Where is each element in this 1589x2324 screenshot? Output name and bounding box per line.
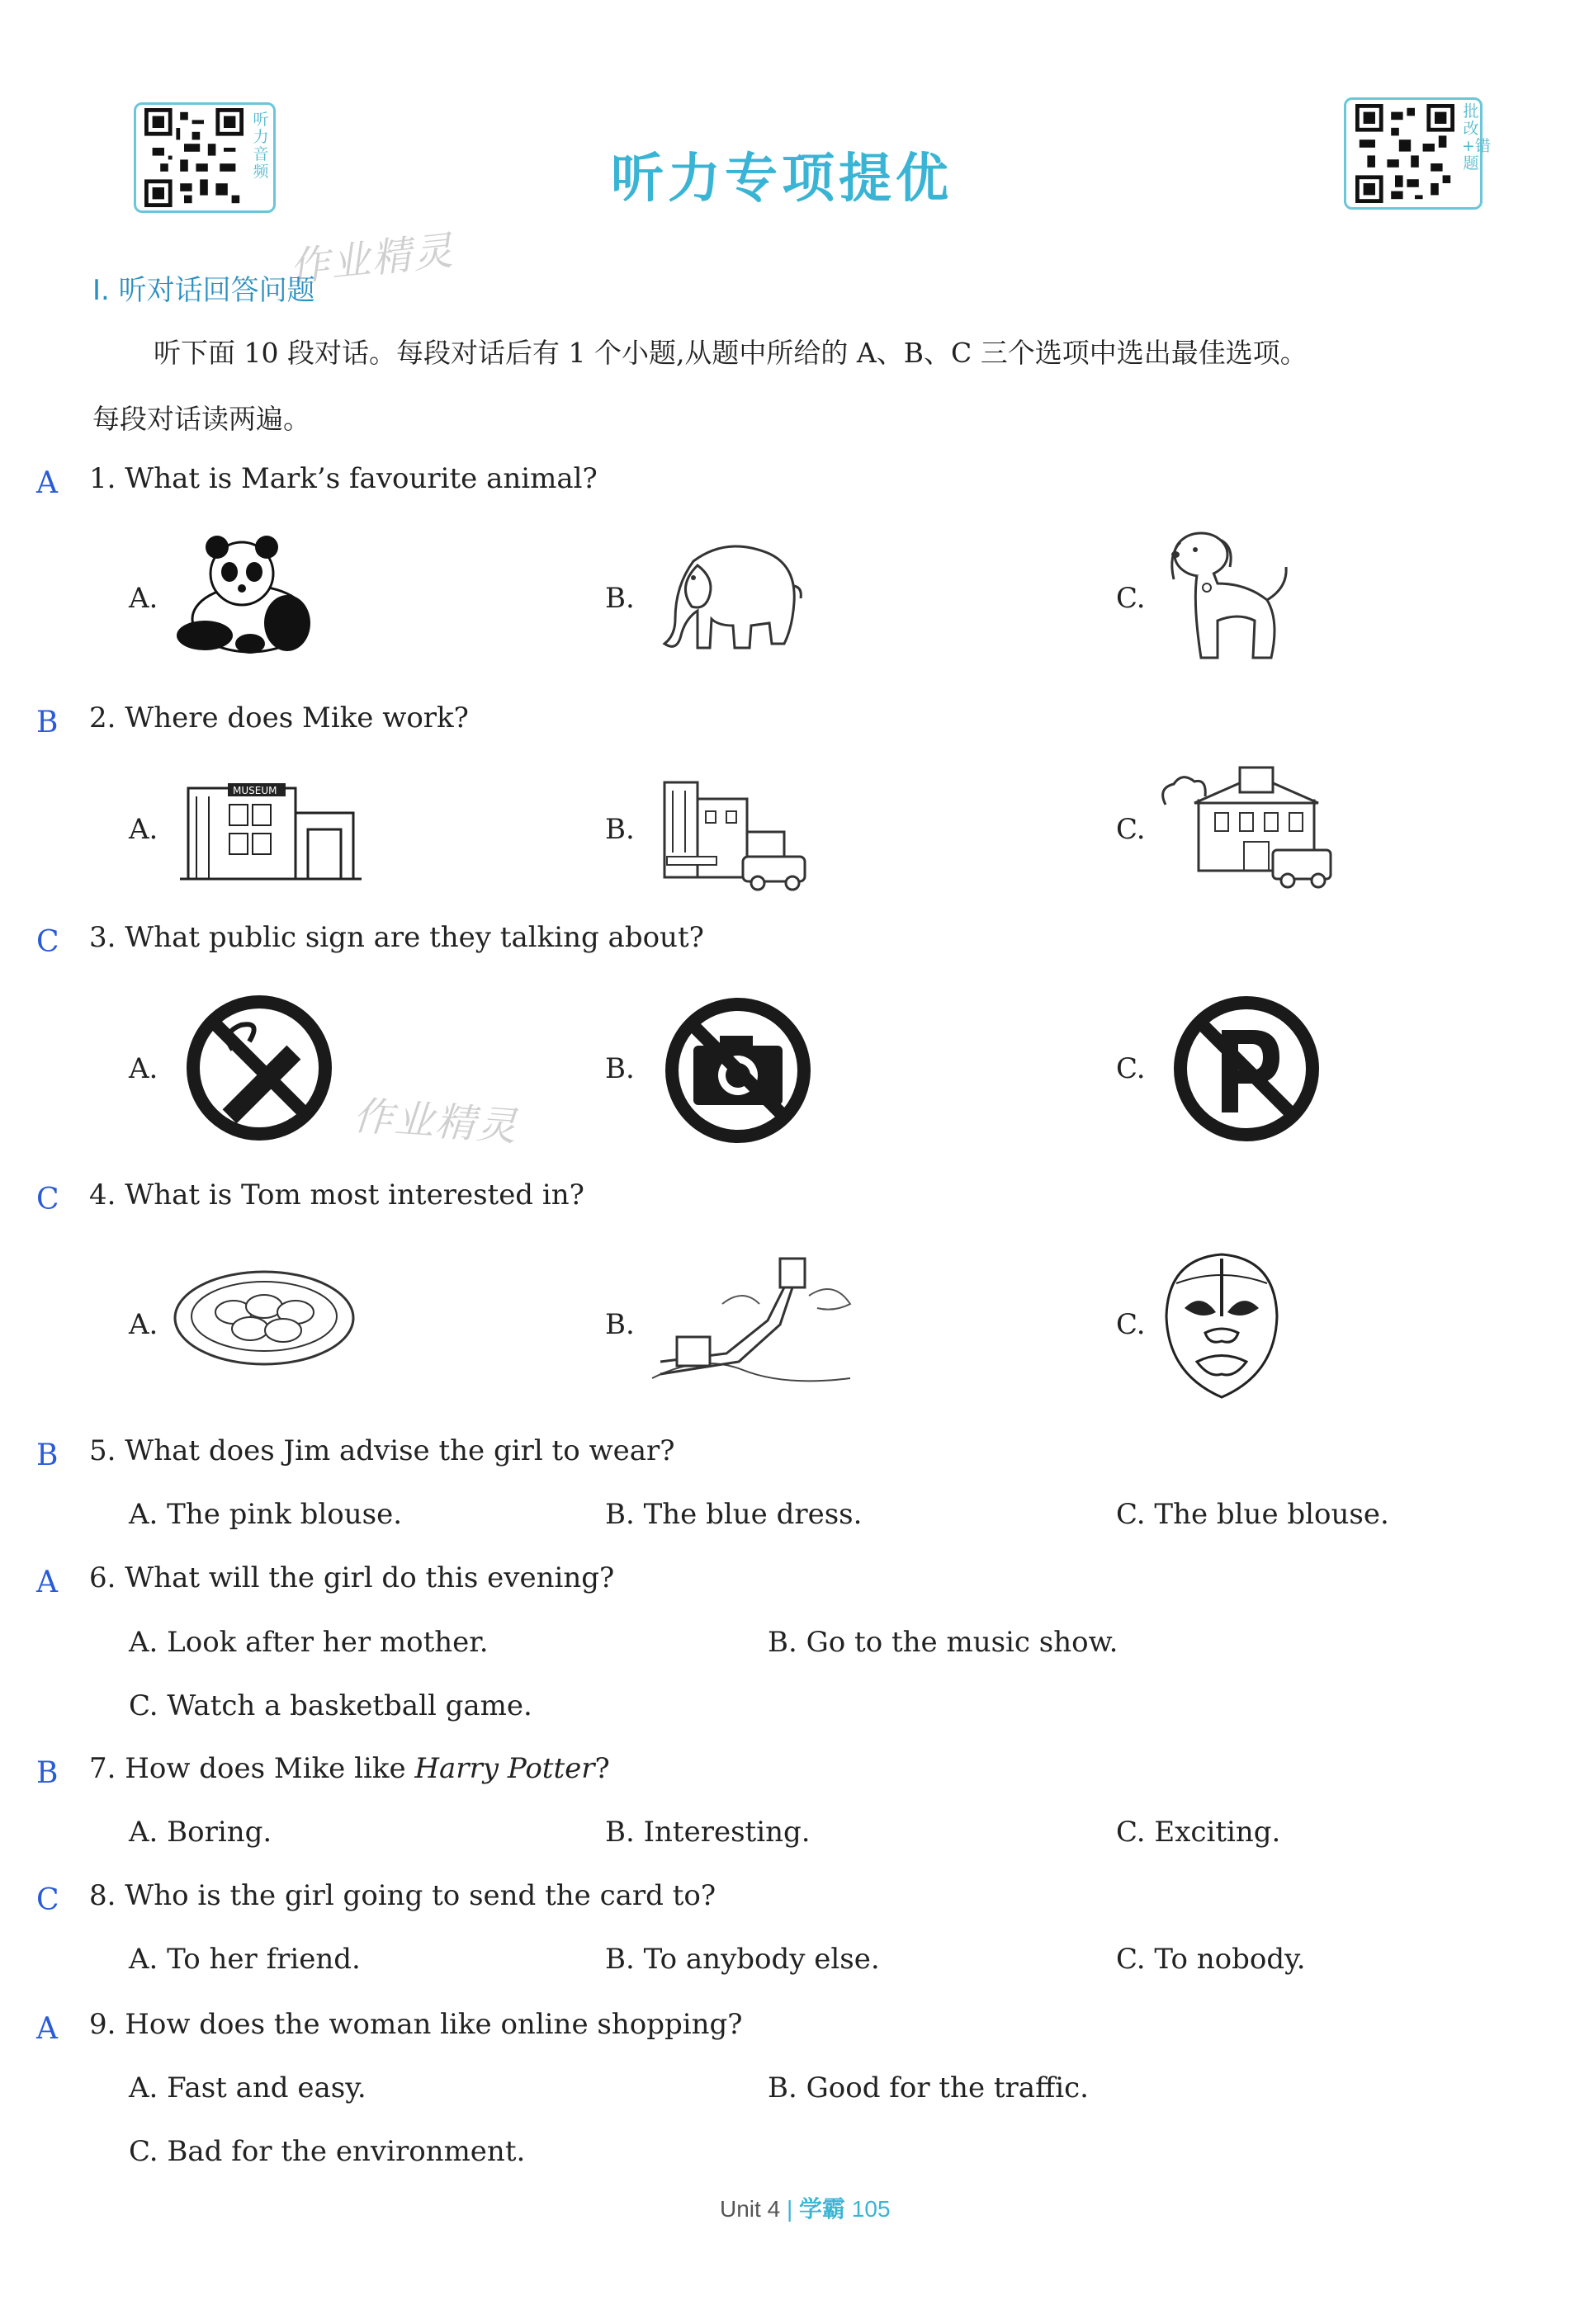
option-b: B. To anybody else. xyxy=(605,1943,880,1976)
answer-mark: C xyxy=(36,1883,59,1917)
footer-separator: | xyxy=(786,2196,793,2222)
no-photos-sign xyxy=(662,994,815,1147)
question-text: 3. What public sign are they talking about? xyxy=(89,921,704,954)
option-label: B. xyxy=(605,1052,635,1085)
option-c: C. Bad for the environment. xyxy=(129,2135,526,2168)
option-label: B. xyxy=(605,582,635,615)
elephant-picture xyxy=(652,528,805,660)
great-wall-picture xyxy=(644,1254,858,1395)
option-c: C. To nobody. xyxy=(1116,1943,1306,1976)
question-text: 6. What will the girl do this evening? xyxy=(89,1561,615,1594)
question-text-prefix: 7. How does Mike like xyxy=(89,1752,415,1785)
opera-mask-picture xyxy=(1160,1250,1284,1403)
question-text xyxy=(89,1752,610,1785)
qr-tag-audio: 听力音频 xyxy=(253,111,269,181)
school-picture xyxy=(1157,763,1335,891)
footer-brand: 学霸 xyxy=(799,2196,846,2222)
option-label: B. xyxy=(605,813,635,846)
dumplings-picture xyxy=(172,1267,357,1370)
option-b: B. Interesting. xyxy=(605,1816,811,1849)
qr-code-icon xyxy=(1355,104,1455,203)
option-a: A. The pink blouse. xyxy=(129,1498,403,1531)
page-footer xyxy=(720,2191,891,2224)
svg-text:MUSEUM: MUSEUM xyxy=(233,785,277,796)
page-title: 听力专项提优 xyxy=(611,149,953,210)
hospital-picture xyxy=(660,774,813,894)
option-a: A. To her friend. xyxy=(129,1943,361,1976)
question-text: 5. What does Jim advise the girl to wear? xyxy=(89,1434,675,1467)
option-c: C. The blue blouse. xyxy=(1116,1498,1389,1531)
footer-unit: Unit 4 xyxy=(720,2196,781,2222)
watermark-middle: 作业精灵 xyxy=(351,1093,520,1150)
answer-mark: A xyxy=(36,1566,58,1599)
dog-picture xyxy=(1156,522,1300,670)
instruction-line-2: 每段对话读两遍。 xyxy=(92,403,310,435)
section-title: Ⅰ. 听对话回答问题 xyxy=(92,274,315,307)
option-a: A. Look after her mother. xyxy=(129,1626,489,1659)
question-text: 1. What is Mark’s favourite animal? xyxy=(89,462,598,495)
option-label: B. xyxy=(605,1308,635,1341)
question-text: 2. Where does Mike work? xyxy=(89,701,469,735)
option-label: C. xyxy=(1116,813,1146,846)
no-parking-sign xyxy=(1170,993,1323,1145)
panda-picture xyxy=(172,532,316,654)
option-c: C. Watch a basketball game. xyxy=(129,1689,532,1722)
qr-code-icon xyxy=(143,108,245,207)
watermark-top: 作业精灵 xyxy=(287,227,456,291)
option-b: B. Good for the traffic. xyxy=(768,2071,1089,2104)
answer-mark: B xyxy=(36,1756,59,1790)
question-text: 9. How does the woman like online shopping? xyxy=(89,2008,743,2041)
book-title: Harry Potter xyxy=(414,1752,595,1785)
no-smoking-sign xyxy=(183,992,336,1145)
answer-mark: A xyxy=(36,466,58,500)
qr-code-audio[interactable] xyxy=(134,102,276,213)
option-label: C. xyxy=(1116,582,1146,615)
qr-tag-correction: 批改+错题 xyxy=(1462,102,1491,172)
answer-mark: C xyxy=(36,1183,59,1216)
option-label: C. xyxy=(1116,1308,1146,1341)
answer-mark: B xyxy=(36,706,59,739)
instruction-line-1: 听下面 10 段对话。每段对话后有 1 个小题,从题中所给的 A、B、C 三个选项中选出最佳选项。 xyxy=(154,337,1308,369)
option-c: C. Exciting. xyxy=(1116,1816,1281,1849)
option-b: B. Go to the music show. xyxy=(768,1626,1118,1659)
option-a: A. Boring. xyxy=(129,1816,272,1849)
page-number: 105 xyxy=(851,2196,891,2222)
option-label: A. xyxy=(129,1052,158,1085)
option-a: A. Fast and easy. xyxy=(129,2071,367,2104)
option-label: A. xyxy=(129,813,158,846)
question-text-suffix: ? xyxy=(594,1752,610,1785)
museum-picture xyxy=(180,780,362,883)
answer-mark: B xyxy=(36,1438,59,1472)
option-label: A. xyxy=(129,1308,158,1341)
answer-mark: A xyxy=(36,2012,58,2046)
question-text: 4. What is Tom most interested in? xyxy=(89,1179,584,1212)
answer-mark: C xyxy=(36,925,59,959)
option-label: A. xyxy=(129,582,158,615)
qr-code-correction[interactable] xyxy=(1344,97,1491,210)
question-text: 8. Who is the girl going to send the card to? xyxy=(89,1879,716,1912)
option-b: B. The blue dress. xyxy=(605,1498,863,1531)
option-label: C. xyxy=(1116,1052,1146,1085)
